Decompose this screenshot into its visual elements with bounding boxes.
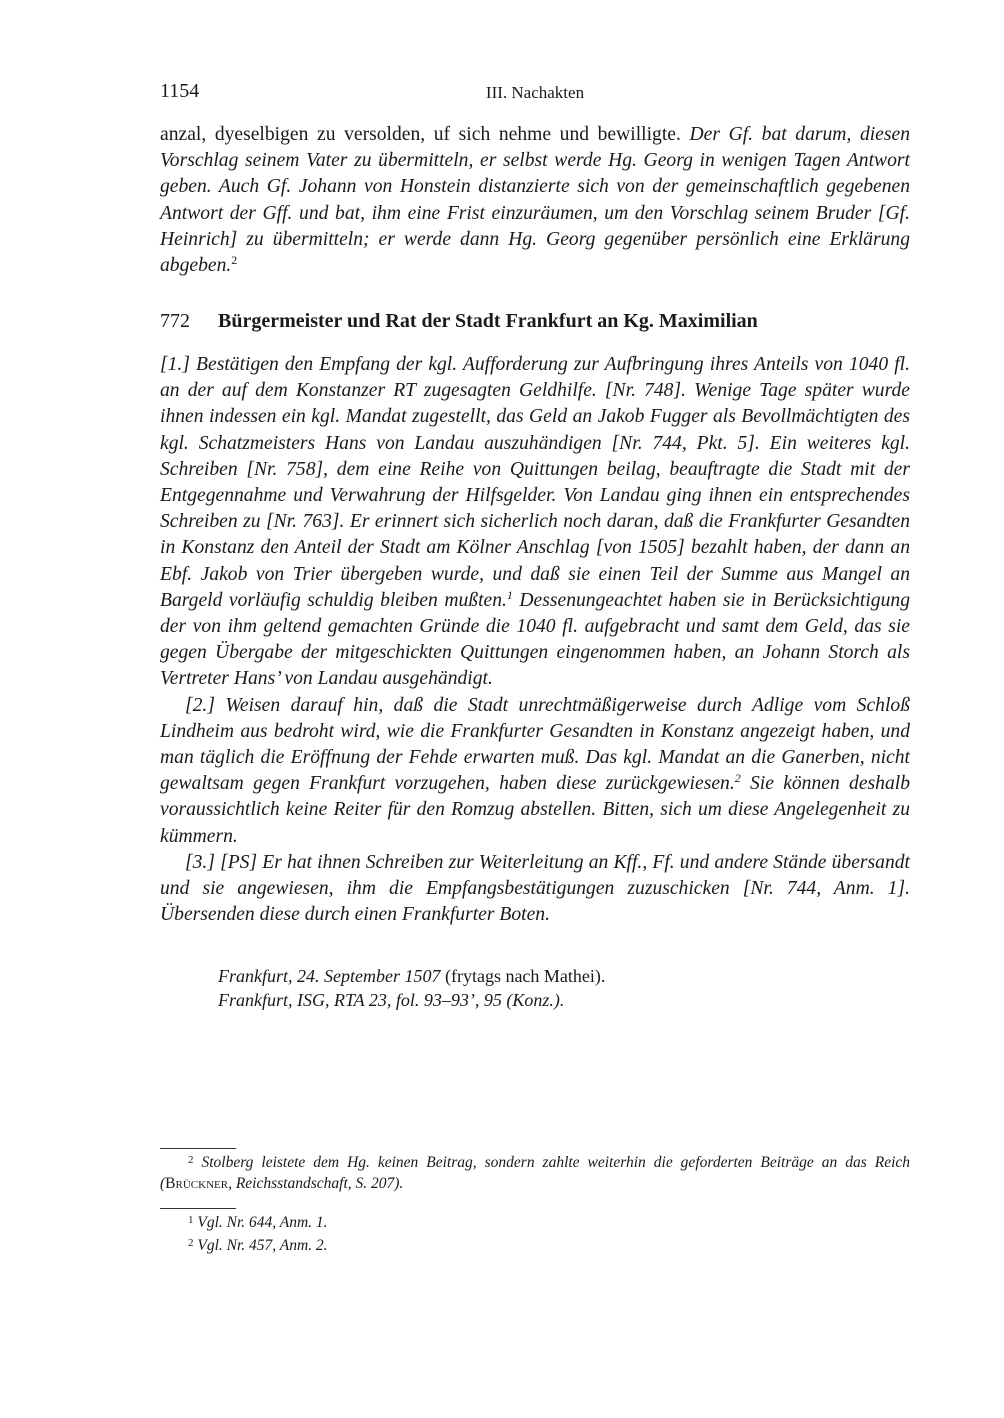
- footnote-rule: [160, 1148, 236, 1149]
- regest: [160, 352, 910, 928]
- footnote-text: Vgl. Nr. 644, Anm. 1.: [197, 1214, 328, 1231]
- regest-text: [1.] Bestätigen den Empfang der kgl. Aufforderung zur Aufbringung ihres Anteils von 1040 fl. an der auf dem Konstanzer RT zugesagten Geldhilfe. [Nr. 748]. Wenige Tage später wurde ihnen indessen ein kgl. Mandat zugestellt, das Geld an Jakob Fugger als Bevollmächtigten des kgl. Schatzmeisters Hans von Landau auszuhändigen [Nr. 744, Pkt. 5]. Ein weiteres kgl. Schreiben [Nr. 758], dem eine Reihe von Quittungen beilag, beauftragte die Stadt mit der Entgegennahme und Verwahrung der Hilfsgelder. Von Landau ging ihnen ein entsprechendes Schreiben zu [Nr. 763]. Er erinnert sich sicherlich noch daran, daß die Frankfurter Gesandten in Konstanz den Anteil der Stadt am Kölner Anschlag [von 1505] bezahlt haben, der dann an Ebf. Jakob von Trier übergeben wurde, und daß sie einen Teil der Summe aus Mangel an Bargeld vorläufig schuldig bleiben mußten.: [160, 354, 910, 611]
- continuation-italic-text: Der Gf. bat darum, diesen Vorschlag seinem Vater zu übermitteln, er selbst werde Hg. Georg in wenigen Tagen Antwort geben. Auch Gf. Johann von Honstein distanzierte sich von der gemeinschaftlich gegebenen Antwort der Gff. und bat, ihm eine Frist einzuräumen, um den Vorschlag seinem Bruder [Gf. Heinrich] zu übermitteln; er werde dann Hg. Georg gegenüber persönlich eine Erklärung abgeben.: [160, 124, 910, 277]
- dating-line: [218, 964, 910, 988]
- document-number: 772: [160, 310, 190, 332]
- regest-paragraph-1: [160, 352, 910, 693]
- footnote: [160, 1210, 910, 1233]
- footnote-mark: 1: [188, 1214, 194, 1226]
- dating-block: [218, 964, 910, 1012]
- footnote: [160, 1233, 910, 1256]
- regest-paragraph-2: [160, 693, 910, 850]
- document-heading: [160, 310, 910, 333]
- dating-date: Frankfurt, 24. September 1507: [218, 966, 441, 986]
- regest-paragraph-3: [3.] [PS] Er hat ihnen Schreiben zur Weiterleitung an Kff., Ff. und andere Stände übersandt und sie angewiesen, ihm die Empfangsbestätigungen zuzuschicken [Nr. 744, Anm. 1]. Übersenden diese durch einen Frankfurter Boten.: [160, 851, 910, 926]
- regest-text: Dessenungeachtet haben sie in Berücksichtigung der von ihm geltend gemachten Gründe die 1040 fl. aufgebracht und samt dem Geld, das sie gegen Übergabe der mitgeschickten Quittungen eingenommen haben, an Johann Storch als Vertreter Hans’ von Landau ausgehändigt.: [160, 589, 910, 690]
- footnote-ref: 2: [231, 253, 238, 268]
- footnote-text: Vgl. Nr. 457, Anm. 2.: [197, 1237, 328, 1254]
- continuation-paragraph: [160, 122, 910, 279]
- footnote: [160, 1150, 910, 1194]
- footnote-rule: [160, 1208, 236, 1209]
- running-head: [160, 80, 910, 106]
- footnote-text: , Reichsstandschaft, S. 207).: [228, 1175, 404, 1192]
- footnote-ref: 2: [734, 771, 741, 786]
- page-number: 1154: [160, 80, 200, 102]
- footnote-text: Stolberg leistete dem Hg. keinen Beitrag, sondern zahlte weiterhin die geforderten Beiträge an das Reich (: [160, 1154, 911, 1192]
- document-title: Bürgermeister und Rat der Stadt Frankfurt an Kg. Maximilian: [218, 310, 758, 332]
- dating-original: (frytags nach Mathei).: [440, 966, 606, 986]
- source-citation: Frankfurt, ISG, RTA 23, fol. 93–93’, 95 (Konz.).: [218, 990, 565, 1010]
- regest-text: [2.] Weisen darauf hin, daß die Stadt unrechtmäßigerweise durch Adlige vom Schloß Lindheim aus bedroht wird, wie die Frankfurter Gesandten in Konstanz angezeigt haben, und man täglich die Eröffnung der Fehde erwarten muß. Das kgl. Mandat an die Ganerben, nicht gewaltsam gegen Frankfurt vorzugehen, haben diese zurückgewiesen.: [160, 694, 910, 795]
- footnote-author: Brückner: [165, 1175, 229, 1192]
- continuation-roman-text: anzal, dyeselbigen zu versolden, uf sich nehme und bewilligte.: [160, 124, 690, 145]
- footnote-ref: 1: [506, 587, 513, 602]
- footnote-mark: 2: [188, 1154, 194, 1166]
- section-heading: III. Nachakten: [485, 83, 585, 102]
- footnote-mark: 2: [188, 1237, 194, 1249]
- source-line: [218, 988, 910, 1012]
- regest-text: Sie können deshalb voraussichtlich keine Reiter für den Romzug abstellen. Bitten, sich um diese Angelegenheit zu kümmern.: [160, 773, 910, 847]
- footnotes: [160, 1210, 910, 1256]
